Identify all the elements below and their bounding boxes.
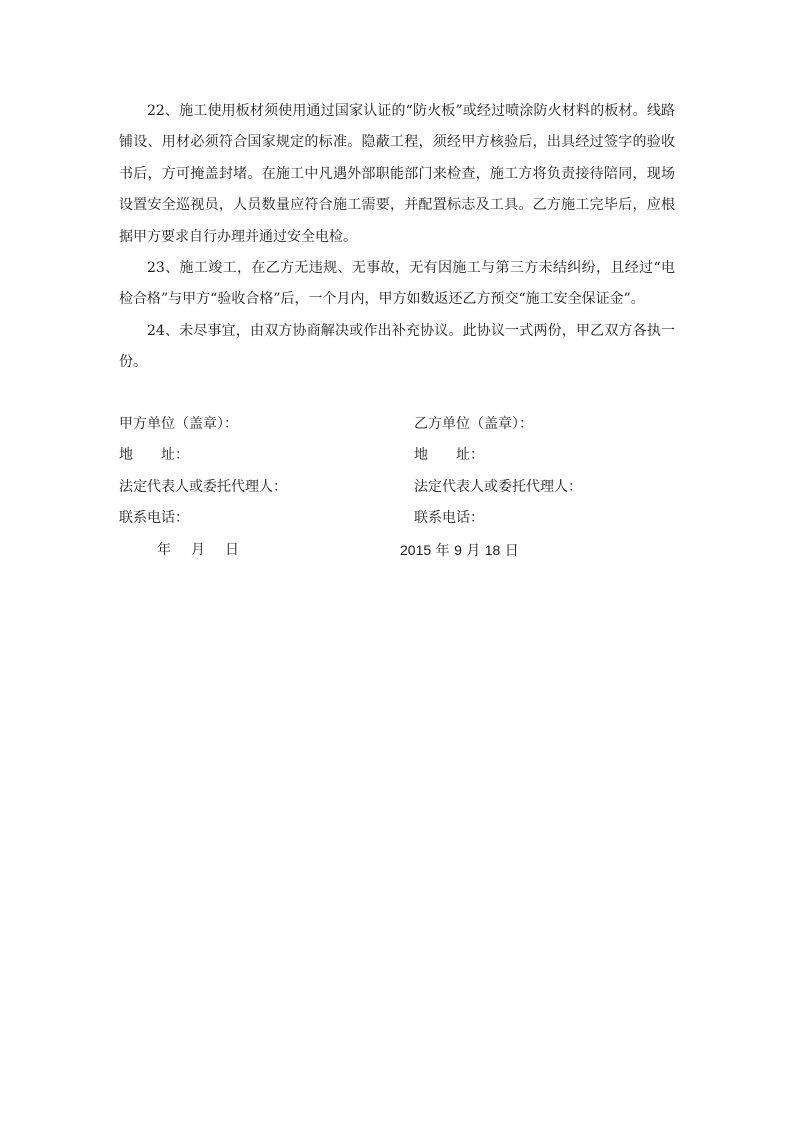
party-a-address-label xyxy=(119,440,189,471)
party-a-date-month: 月 xyxy=(191,541,205,558)
party-b-date xyxy=(400,535,519,567)
party-a-date-year: 年 xyxy=(157,541,171,558)
party-b-unit-label: 乙方单位（盖章）： xyxy=(414,416,533,432)
party-b-date-month: 月 xyxy=(466,542,481,559)
party-b-date-year: 年 xyxy=(435,542,450,559)
party-b-address-label-part1: 地 xyxy=(414,447,428,464)
signature-row-date xyxy=(119,535,675,566)
party-a-date-day: 日 xyxy=(225,541,239,558)
clause-22: 22、施工使用板材须使用通过国家认证的“防火板”或经过喷涂防火材料的板材。线路铺设、用材必须符合国家规定的标准。隐蔽工程，须经甲方核验后，出具经过签字的验收书后，方可掩盖封堵。在施工中凡遇外部职能部门来检查，施工方将负责接待陪同，现场设置安全巡视员，人员数量应符合施工需要，并配置标志及工具。乙方施工完毕后，应根据甲方要求自行办理并通过安全电检。 xyxy=(119,103,675,245)
signature-row-unit xyxy=(119,409,675,440)
party-a-representative-label: 法定代表人或委托代理人： xyxy=(119,478,287,495)
party-b-date-year-value: 2015 xyxy=(400,541,432,558)
signature-row-address xyxy=(119,440,675,471)
party-b-address-label-part2: 址： xyxy=(456,447,484,464)
contract-clauses xyxy=(119,96,675,379)
signature-row-phone xyxy=(119,503,675,534)
party-b-date-month-value: 9 xyxy=(454,541,462,558)
clause-23: 23、施工竣工，在乙方无违规、无事故，无有因施工与第三方未结纠纷，且经过“电检合格”与甲方“验收合格”后，一个月内，甲方如数返还乙方预交“施工安全保证金”。 xyxy=(119,260,675,308)
party-b-date-day: 日 xyxy=(504,542,519,559)
party-a-address-label-part2: 址： xyxy=(161,447,189,464)
party-a-date xyxy=(157,535,239,566)
party-a-address-label-part1: 地 xyxy=(119,447,133,464)
party-b-date-day-value: 18 xyxy=(484,541,501,558)
party-a-unit-label: 甲方单位（盖章）： xyxy=(119,416,238,432)
signature-row-representative xyxy=(119,472,675,503)
party-a-phone-label: 联系电话： xyxy=(119,510,189,527)
party-b-address-label xyxy=(414,440,484,471)
signature-block xyxy=(119,409,675,566)
clause-24: 24、未尽事宜，由双方协商解决或作出补充协议。此协议一式两份，甲乙双方各执一份。 xyxy=(119,322,675,371)
party-b-representative-label: 法定代表人或委托代理人： xyxy=(414,478,582,495)
party-b-phone-label: 联系电话： xyxy=(414,510,484,527)
